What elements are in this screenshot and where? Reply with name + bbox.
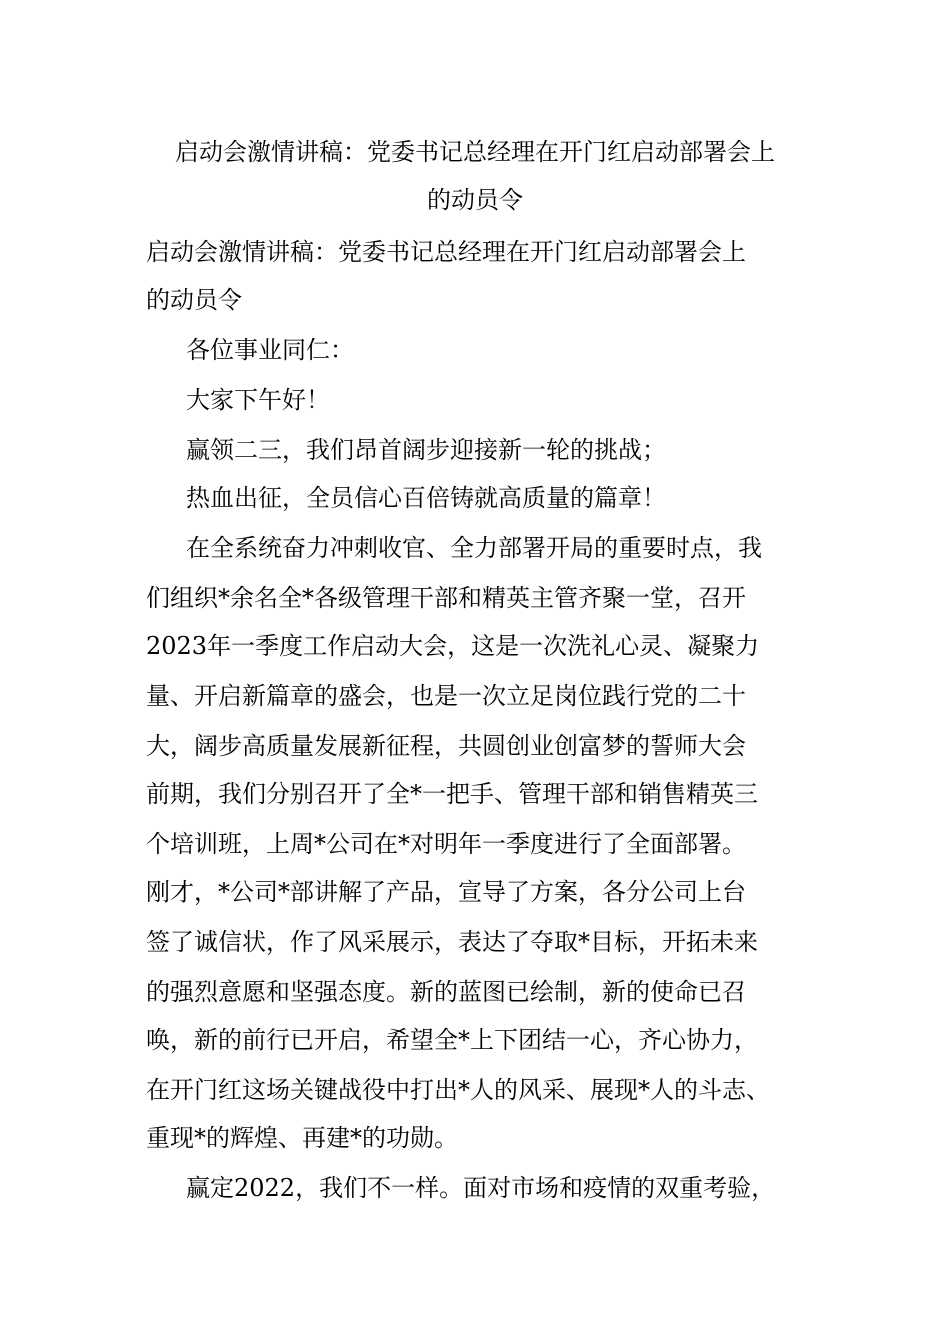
greeting-line: 各位事业同仁： [186,336,354,364]
paragraph-line: 重现*的辉煌、再建*的功勋。 [146,1124,458,1152]
paragraph-line: 的强烈意愿和坚强态度。新的蓝图已绘制，新的使命已召 [146,978,746,1006]
paragraph-line: 大，阔步高质量发展新征程，共圆创业创富梦的誓师大会 [146,732,746,760]
paragraph-line: 2023年一季度工作启动大会，这是一次洗礼心灵、凝聚力 [146,632,760,660]
document-title-line-1: 启动会激情讲稿：党委书记总经理在开门红启动部署会上 [175,138,775,166]
paragraph-line: 唤，新的前行已开启，希望全*上下团结一心，齐心协力， [146,1026,758,1054]
greeting-line: 大家下午好！ [186,386,330,414]
document-title-line-2: 的动员令 [427,186,523,214]
paragraph-line: 刚才，*公司*部讲解了产品，宣导了方案，各分公司上台 [146,878,746,906]
paragraph-line: 个培训班，上周*公司在*对明年一季度进行了全面部署。 [146,830,746,858]
paragraph-line: 赢定2022，我们不一样。面对市场和疫情的双重考验， [186,1174,776,1202]
paragraph-line: 量、开启新篇章的盛会，也是一次立足岗位践行党的二十 [146,682,746,710]
slogan-line: 热血出征，全员信心百倍铸就高质量的篇章！ [186,484,666,512]
paragraph-line: 前期，我们分别召开了全*一把手、管理干部和销售精英三 [146,780,758,808]
paragraph-line: 们组织*余名全*各级管理干部和精英主管齐聚一堂，召开 [146,584,746,612]
paragraph-line: 在全系统奋力冲刺收官、全力部署开局的重要时点，我 [186,534,762,562]
paragraph-line: 在开门红这场关键战役中打出*人的风采、展现*人的斗志、 [146,1076,770,1104]
slogan-line: 赢领二三，我们昂首阔步迎接新一轮的挑战； [186,436,666,464]
body-line: 的动员令 [146,286,242,314]
paragraph-line: 签了诚信状，作了风采展示，表达了夺取*目标，开拓未来 [146,928,758,956]
body-line: 启动会激情讲稿：党委书记总经理在开门红启动部署会上 [146,238,746,266]
